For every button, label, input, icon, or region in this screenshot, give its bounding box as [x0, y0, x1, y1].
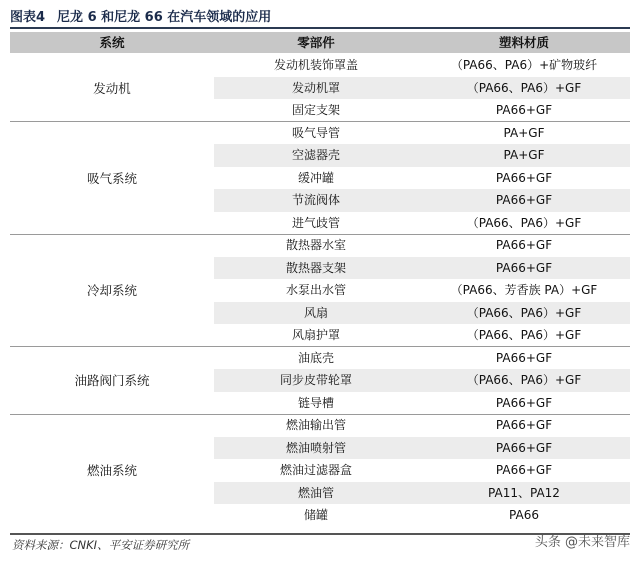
table-row — [214, 324, 630, 347]
table-row — [214, 189, 630, 212]
table-row — [214, 414, 630, 437]
part-cell: 节流阀体 — [291, 193, 340, 207]
table-row — [214, 144, 630, 167]
table-row — [214, 54, 630, 77]
material-cell: PA66+GF — [495, 395, 553, 410]
part-cell: 风扇 — [303, 305, 328, 320]
part-cell: 储罐 — [303, 508, 328, 522]
material-cell: （PA66、PA6）+GF — [466, 328, 582, 342]
part-cell: 空滤器壳 — [291, 148, 340, 162]
material-cell: PA66+GF — [495, 238, 553, 252]
material-cell: （PA66、PA6）+GF — [466, 373, 582, 387]
system-group — [10, 347, 630, 415]
system-name: 燃油系统 — [86, 463, 137, 479]
material-cell: （PA66、芳香族 PA）+GF — [450, 283, 598, 297]
system-group — [10, 414, 630, 527]
table-row — [214, 482, 630, 505]
table-row — [214, 234, 630, 257]
material-cell: （PA66、PA6）+GF — [466, 305, 582, 320]
material-cell: PA66+GF — [495, 440, 553, 455]
material-cell: PA66 — [509, 508, 539, 522]
system-group — [10, 54, 630, 122]
material-cell: （PA66、PA6）+矿物玻纤 — [450, 58, 598, 72]
part-cell: 吸气导管 — [291, 125, 340, 140]
title-divider — [10, 27, 630, 29]
part-cell: 固定支架 — [291, 103, 340, 117]
material-cell: PA66+GF — [495, 170, 553, 185]
material-cell: PA66+GF — [495, 418, 553, 432]
system-name: 吸气系统 — [86, 170, 137, 186]
part-cell: 燃油喷射管 — [285, 440, 346, 455]
table-row — [214, 504, 630, 527]
table-row — [214, 212, 630, 235]
part-cell: 进气歧管 — [291, 215, 340, 230]
table-row — [214, 392, 630, 415]
system-name: 油路阀门系统 — [74, 373, 150, 389]
watermark-text: 头条 @未来智库 — [534, 535, 630, 550]
material-cell: （PA66、PA6）+GF — [466, 215, 582, 230]
material-cell: PA+GF — [503, 125, 545, 140]
part-cell: 水泵出水管 — [285, 283, 346, 297]
header-material: 塑料材质 — [498, 35, 549, 50]
material-cell: PA11、PA12 — [488, 485, 560, 500]
watermark — [535, 531, 630, 550]
part-cell: 燃油输出管 — [285, 418, 346, 432]
table-row — [214, 257, 630, 280]
table-row — [214, 167, 630, 190]
system-group — [10, 122, 630, 235]
material-cell: PA66+GF — [495, 350, 553, 365]
figure-title: 尼龙 6 和尼龙 66 在汽车领域的应用 — [57, 9, 272, 25]
part-cell: 燃油过滤器盒 — [279, 463, 352, 477]
table-row — [214, 302, 630, 325]
source-note: 资料来源：CNKI、平安证券研究所 — [12, 538, 190, 552]
header-part: 零部件 — [297, 35, 335, 50]
part-cell: 油底壳 — [297, 350, 334, 365]
table-row — [214, 77, 630, 100]
figure-label: 图表4 — [10, 9, 46, 25]
part-cell: 缓冲罐 — [297, 170, 334, 185]
part-cell: 发动机罩 — [291, 80, 340, 95]
system-name: 发动机 — [93, 80, 131, 96]
table-row — [214, 347, 630, 370]
system-name: 冷却系统 — [86, 283, 137, 299]
material-cell: PA+GF — [503, 148, 545, 162]
table-row — [214, 99, 630, 122]
table-row — [214, 369, 630, 392]
header-system: 系统 — [99, 35, 125, 50]
table-row — [214, 437, 630, 460]
material-cell: PA66+GF — [495, 260, 553, 275]
material-cell: PA66+GF — [495, 463, 553, 477]
part-cell: 同步皮带轮罩 — [279, 373, 352, 387]
part-cell: 风扇护罩 — [291, 328, 340, 342]
system-group — [10, 234, 630, 347]
table-title — [10, 4, 630, 26]
part-cell: 散热器支架 — [285, 260, 346, 275]
table-row — [214, 459, 630, 482]
material-cell: （PA66、PA6）+GF — [466, 80, 582, 95]
table-row — [214, 122, 630, 145]
part-cell: 链导槽 — [297, 395, 334, 410]
part-cell: 燃油管 — [297, 485, 334, 500]
table-header — [10, 32, 630, 53]
part-cell: 散热器水室 — [285, 238, 346, 252]
table-row — [214, 279, 630, 302]
material-cell: PA66+GF — [495, 103, 553, 117]
material-cell: PA66+GF — [495, 193, 553, 207]
part-cell: 发动机装饰罩盖 — [273, 58, 358, 72]
